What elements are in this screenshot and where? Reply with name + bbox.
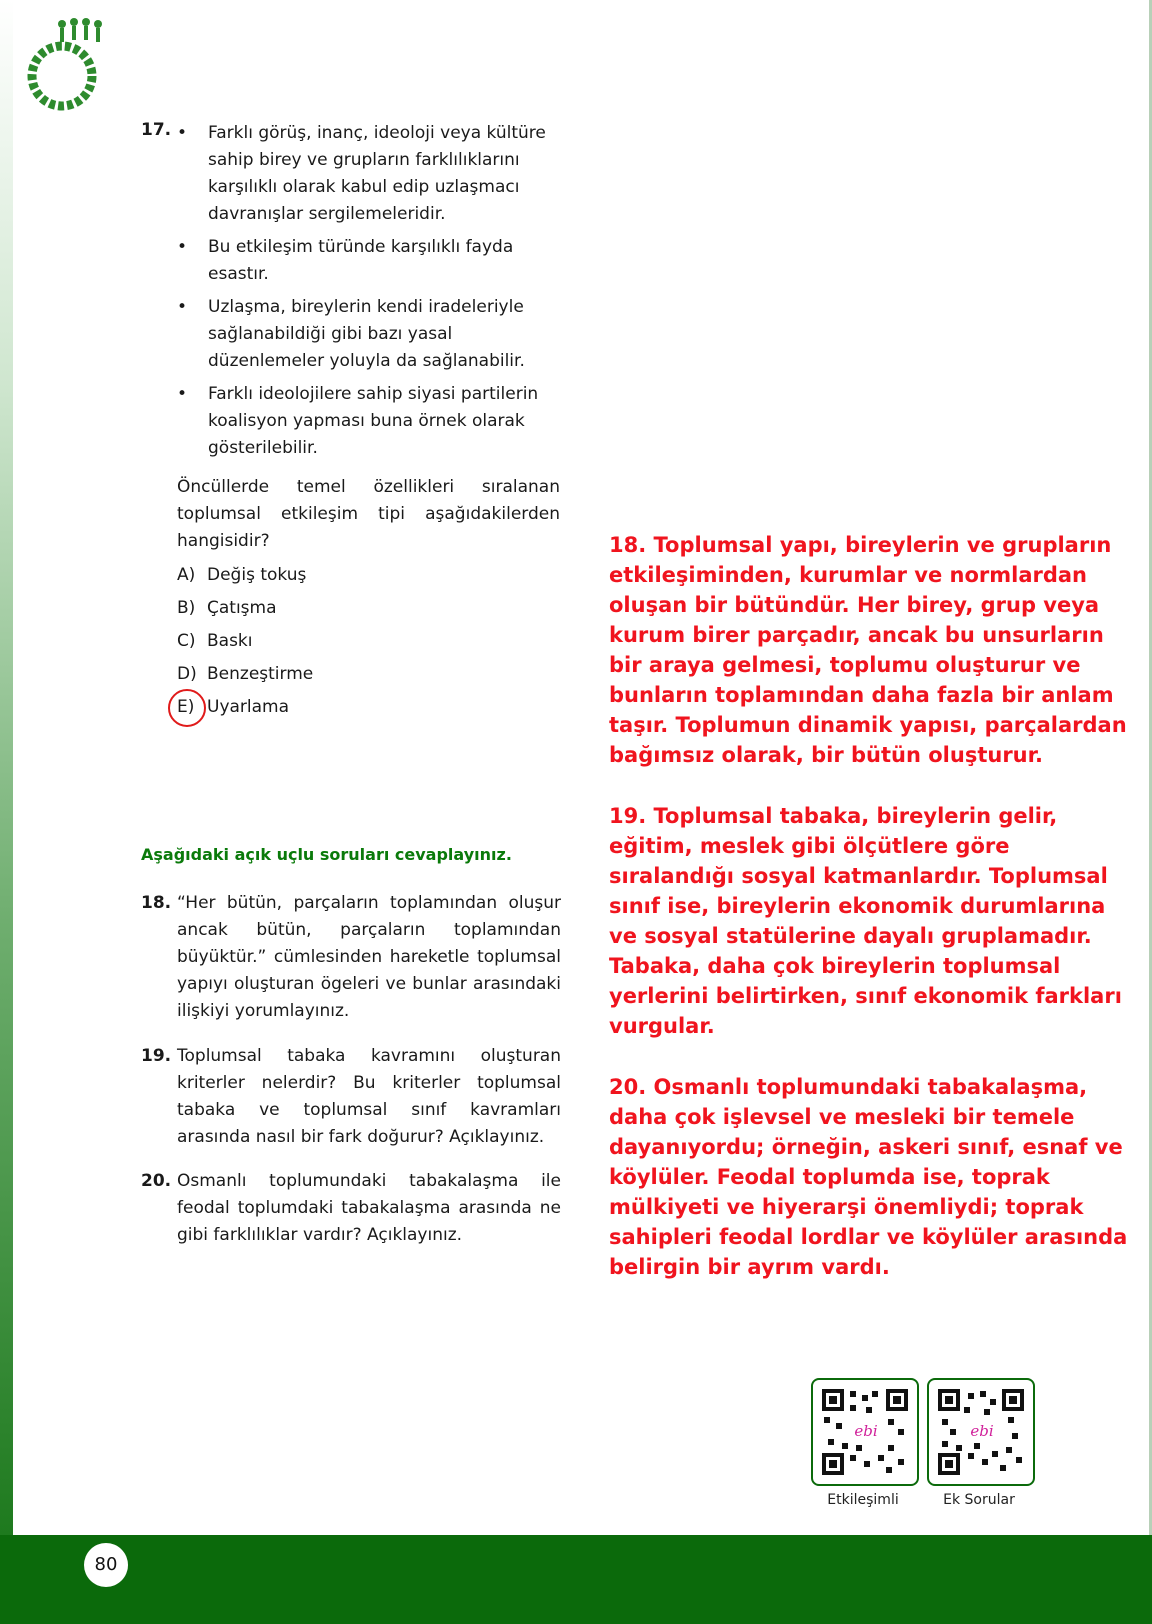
question-stem: Öncüllerde temel özellikleri sıralanan toplumsal etkileşim tipi aşağıdakilerden hangisidir? — [177, 477, 560, 551]
selected-answer-circle — [168, 689, 206, 727]
answer-options — [177, 558, 313, 723]
question-text: Osmanlı toplumundaki tabakalaşma ile feodal toplumdaki tabakalaşma arasında ne gibi farklılıklar vardır? Açıklayınız. — [177, 1171, 561, 1245]
qr-code-etkilesimli[interactable] — [811, 1378, 919, 1486]
footer-band — [0, 1535, 1152, 1624]
premise-list — [177, 120, 561, 468]
option-text: Baskı — [207, 630, 253, 651]
option-letter: C) — [177, 630, 196, 651]
option-letter: A) — [177, 564, 196, 585]
answer-annotations — [609, 530, 1139, 1313]
question-number: 19. — [141, 1046, 172, 1066]
open-question-18 — [141, 890, 561, 1025]
open-question-19 — [141, 1043, 561, 1151]
premise-item: • Uzlaşma, bireylerin kendi iradeleriyle sağlanabildiği gibi bazı yasal düzenlemeler yoluyla da sağlanabilir. — [177, 294, 561, 375]
premise-item: • Farklı görüş, inanç, ideoloji veya kültüre sahip birey ve grupların farklılıklarını karşılıklı olarak kabul edip uzlaşmacı davranışlar sergilemeleridir. — [177, 120, 561, 228]
option-b[interactable] — [177, 591, 313, 624]
question-number: 20. — [141, 1171, 172, 1191]
page-number: 80 — [84, 1543, 128, 1587]
question-number: 18. — [141, 893, 172, 913]
svg-text:ebi: ebi — [854, 1422, 878, 1440]
question-number: 17. — [141, 120, 172, 140]
answer-19: 19. Toplumsal tabaka, bireylerin gelir, eğitim, meslek gibi ölçütlere göre sıralandığı sosyal katmanlardır. Toplumsal sınıf ise, bireylerin ekonomik durumlarına ve sosyal statülerine dayalı gruplamadır. Tabaka, daha çok bireylerin toplumsal yerlerini belirtirken, sınıf ekonomik farkları vurgular. — [609, 804, 1122, 1038]
option-text: Değiş tokuş — [207, 564, 307, 585]
people-circle-logo-icon — [16, 16, 108, 124]
qr-label-ek-sorular: Ek Sorular — [943, 1492, 1015, 1508]
qr-label-etkilesimli: Etkileşimli — [827, 1492, 899, 1508]
section-heading: Aşağıdaki açık uçlu soruları cevaplayınız. — [141, 845, 512, 864]
option-text: Benzeştirme — [207, 663, 314, 684]
premise-item: • Farklı ideolojilere sahip siyasi partilerin koalisyon yapması buna örnek olarak gösterilebilir. — [177, 381, 561, 462]
option-a[interactable] — [177, 558, 313, 591]
option-text: Çatışma — [207, 597, 277, 618]
option-c[interactable] — [177, 624, 313, 657]
qr-code-ek-sorular[interactable] — [927, 1378, 1035, 1486]
qr-pattern-icon — [822, 1389, 908, 1475]
answer-18: 18. Toplumsal yapı, bireylerin ve grupların etkileşiminden, kurumlar ve normlardan oluşan bir bütündür. Her birey, grup veya kurum birer parçadır, ancak bu unsurların bir araya gelmesi, toplumu oluşturur ve bunların toplamından daha fazla bir anlam taşır. Toplumun dinamik yapısı, parçalardan bağımsız olarak, bir bütün oluşturur. — [609, 533, 1127, 767]
svg-text:ebi: ebi — [970, 1422, 994, 1440]
premise-item: • Bu etkileşim türünde karşılıklı fayda esastır. — [177, 234, 561, 288]
open-question-20 — [141, 1168, 561, 1249]
left-gradient-band — [0, 0, 13, 1535]
option-text: Uyarlama — [207, 696, 290, 717]
qr-pattern-icon — [938, 1389, 1024, 1475]
option-letter: B) — [177, 597, 196, 618]
question-text: “Her bütün, parçaların toplamından oluşur ancak bütün, parçaların toplamından büyüktür.” cümlesinden hareketle toplumsal yapıyı oluşturan ögeleri ve bunlar arasındaki ilişkiyi yorumlayınız. — [177, 893, 561, 1021]
option-d[interactable] — [177, 657, 313, 690]
option-letter: E) — [177, 696, 195, 717]
answer-20: 20. Osmanlı toplumundaki tabakalaşma, daha çok işlevsel ve mesleki bir temele dayanıyordu; örneğin, askeri sınıf, esnaf ve köylüler. Feodal toplumda ise, toprak mülkiyeti ve hiyerarşi önemliydi; toprak sahipleri feodal lordlar ve köylüler arasında belirgin bir ayrım vardı. — [609, 1075, 1128, 1279]
option-letter: D) — [177, 663, 197, 684]
question-text: Toplumsal tabaka kavramını oluşturan kriterler nelerdir? Bu kriterler toplumsal tabaka ve toplumsal sınıf kavramları arasında nasıl bir fark doğurur? Açıklayınız. — [177, 1046, 561, 1147]
